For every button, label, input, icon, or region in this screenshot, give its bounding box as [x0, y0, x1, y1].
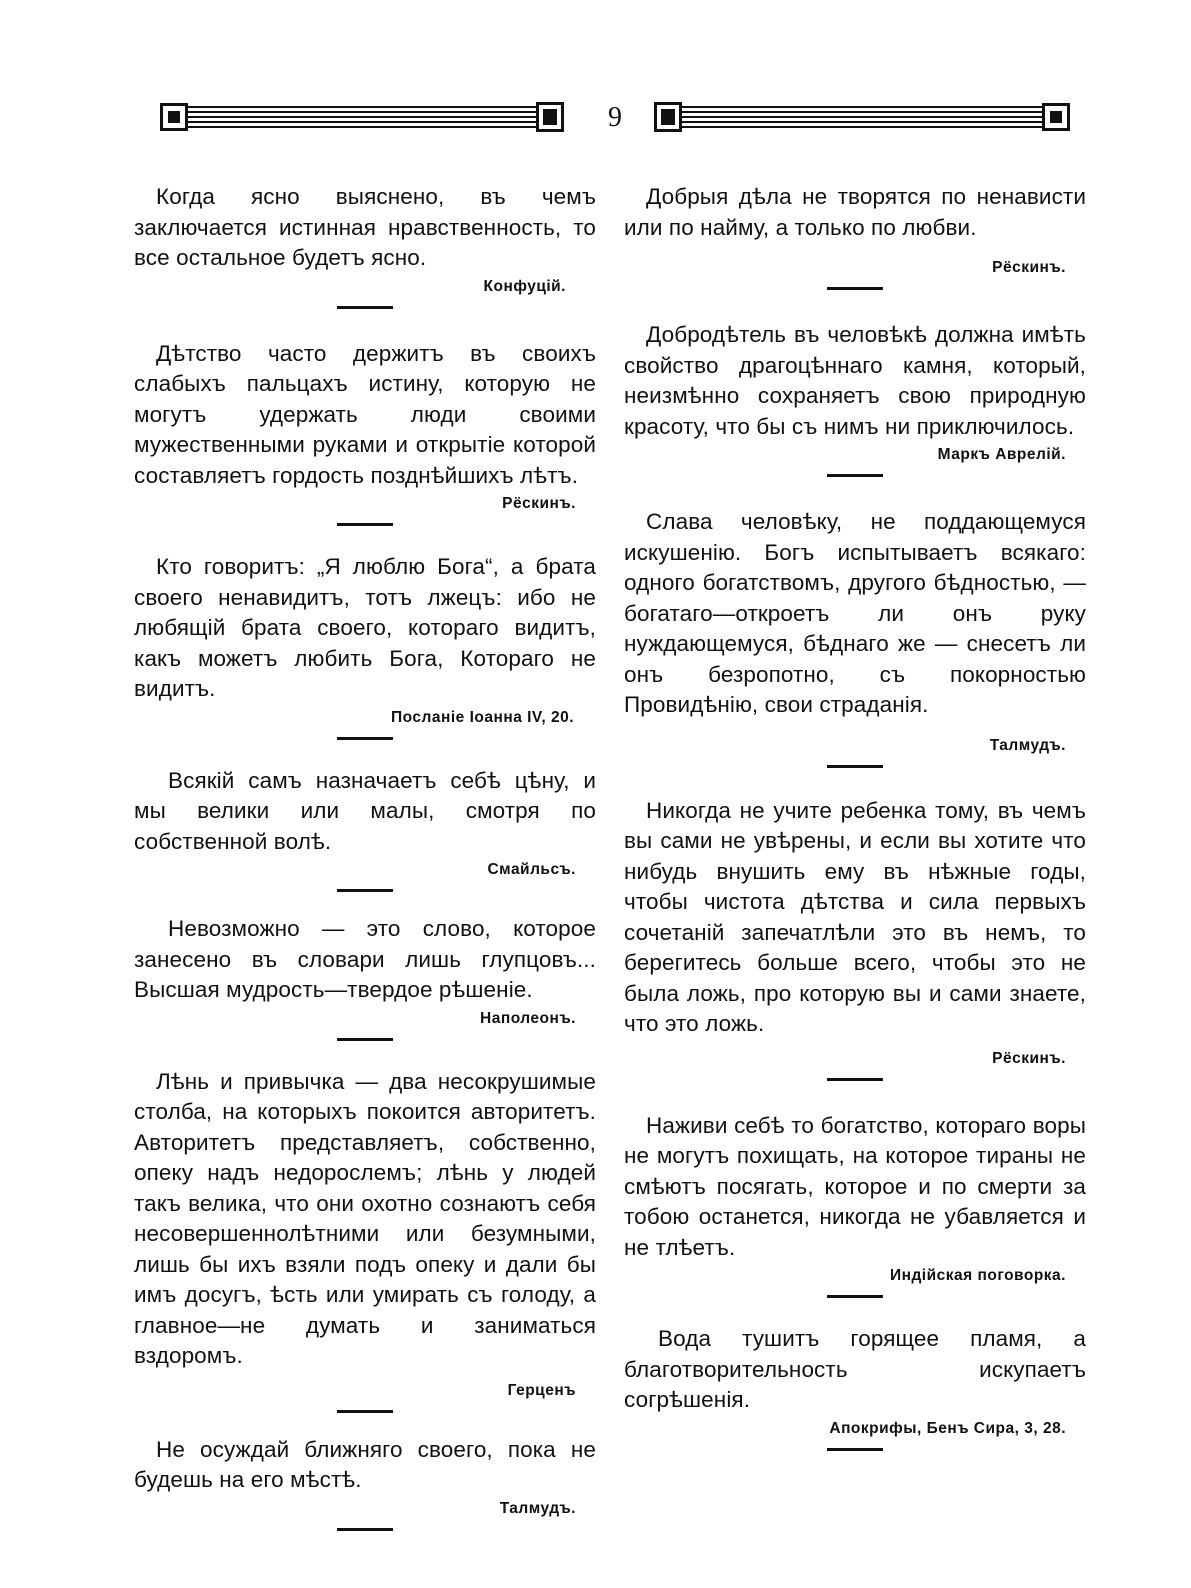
quote-separator	[827, 474, 883, 477]
quote-separator	[337, 1410, 393, 1413]
ornament-rule-left	[188, 106, 536, 130]
quote-author: Талмудъ.	[989, 736, 1066, 754]
quote-text: Лѣнь и привычка — два несокрушимые столба, на которыхъ покоится авторитетъ. Авторитетъ представляетъ, собственно, опеку надъ недорослемъ; лѣнь у людей такъ велика, что они охотно сознаютъ себя несовершеннолѣтними или безумными, лишь бы ихъ взяли подъ опеку и дали бы имъ досугъ, ѣсть или умирать съ голоду, а главное—не думать и заниматься вздоромъ.	[134, 1068, 596, 1368]
quote	[624, 796, 1086, 1081]
quote-author: Рёскинъ.	[992, 1049, 1066, 1067]
quote-text: Вода тушитъ горящее пламя, а благотворительность искупаетъ согрѣшенія.	[624, 1326, 1086, 1412]
quote-author: Наполеонъ.	[480, 1009, 576, 1027]
quote-author: Талмудъ.	[499, 1499, 576, 1517]
page-header-ornament	[160, 100, 1070, 136]
quote-separator	[827, 1078, 883, 1081]
quote-text: Не осуждай ближняго своего, пока не будешь на его мѣстѣ.	[134, 1436, 596, 1492]
quote-text: Невозможно — это слово, которое занесено въ словари лишь глупцовъ... Высшая мудрость—твердое рѣшеніе.	[134, 916, 596, 1002]
left-column	[134, 182, 596, 1531]
right-column	[624, 182, 1086, 1451]
quote	[134, 1435, 596, 1531]
quote	[134, 914, 596, 1041]
ornament-rule-right	[682, 106, 1042, 130]
quote-separator	[337, 523, 393, 526]
quote-author: Маркъ Аврелій.	[937, 446, 1066, 463]
quote-separator	[337, 889, 393, 892]
page-number: 9	[608, 102, 622, 133]
quote-text: Наживи себѣ то богатство, котораго воры не могутъ похищать, на которое тираны не смѣютъ посягать, которое и по смерти за тобою останется, никогда не убавляется и не тлѣетъ.	[624, 1112, 1086, 1260]
ornament-knot-right-icon	[654, 102, 682, 132]
quote	[624, 320, 1086, 477]
quote-separator	[337, 1038, 393, 1041]
quote-separator	[827, 765, 883, 768]
quote-separator	[337, 737, 393, 740]
quote-text: Слава человѣку, не поддающемуся искушенію. Богъ испытываетъ всякаго: одного богатствомъ, другого бѣдностью, — богатаго—откроетъ ли онъ руку нуждающемуся, бѣднаго же — снесетъ ли онъ безропотно, съ покорностью Провидѣнію, свои страданія.	[624, 509, 1086, 717]
quote-author: Рёскинъ.	[502, 495, 576, 512]
quote-separator	[827, 1448, 883, 1451]
quote-text: Всякій самъ назначаетъ себѣ цѣну, и мы велики или малы, смотря по собственной волѣ.	[134, 767, 596, 854]
ornament-square-left-icon	[160, 103, 188, 131]
quote	[134, 766, 596, 893]
ornament-square-right-icon	[1042, 103, 1070, 131]
quote-text: Дѣтство часто держитъ въ своихъ слабыхъ пальцахъ истину, которую не могутъ удержать люди своими мужественными руками и открытіе которой составляетъ гордость позднѣйшихъ лѣтъ.	[134, 340, 596, 488]
quote	[624, 182, 1086, 290]
quote-text: Когда ясно выяснено, въ чемъ заключается истинная нравственность, то все остальное будетъ ясно.	[134, 184, 596, 270]
quote	[134, 182, 596, 309]
quote-author: Апокрифы, Бенъ Сира, 3, 28.	[829, 1419, 1066, 1437]
quote-author: Рёскинъ.	[992, 259, 1066, 276]
ornament-knot-left-icon	[536, 102, 564, 132]
quote-separator	[337, 306, 393, 309]
quote-separator	[337, 1528, 393, 1531]
quote	[134, 552, 596, 740]
quote-text: Добродѣтель въ человѣкѣ должна имѣть свойство драгоцѣннаго камня, который, неизмѣнно сохраняетъ свою природную красоту, что бы съ нимъ ни приключилось.	[624, 322, 1086, 439]
quote	[624, 507, 1086, 768]
quote-text: Никогда не учите ребенка тому, въ чемъ вы сами не увѣрены, и если вы хотите что нибудь внушить ему въ нѣжные годы, чтобы чистота дѣтства и сила первыхъ сочетаній запечатлѣли это въ немъ, то берегитесь больше всего, чтобы это не была ложь, про которую вы и сами знаете, что это ложь.	[624, 797, 1086, 1036]
quote	[624, 1111, 1086, 1299]
quote-text: Кто говоритъ: „Я люблю Бога“, а брата своего ненавидитъ, тотъ лжецъ: ибо не любящій брата своего, котораго видитъ, какъ можетъ любить Бога, Котораго не видитъ.	[134, 554, 596, 701]
quote-author: Конфуцій.	[483, 277, 566, 295]
quote	[624, 1324, 1086, 1451]
quote	[134, 1067, 596, 1413]
quote-separator	[827, 287, 883, 290]
quote-separator	[827, 1295, 883, 1298]
quote-text: Добрыя дѣла не творятся по ненависти или по найму, а только по любви.	[624, 184, 1086, 240]
quote-author: Посланіе Іоанна IV, 20.	[390, 708, 574, 726]
quote	[134, 339, 596, 527]
quote-author: Индійская поговорка.	[889, 1267, 1066, 1284]
quote-author: Герценъ	[507, 1381, 576, 1399]
quote-author: Смайльсъ.	[487, 861, 576, 878]
